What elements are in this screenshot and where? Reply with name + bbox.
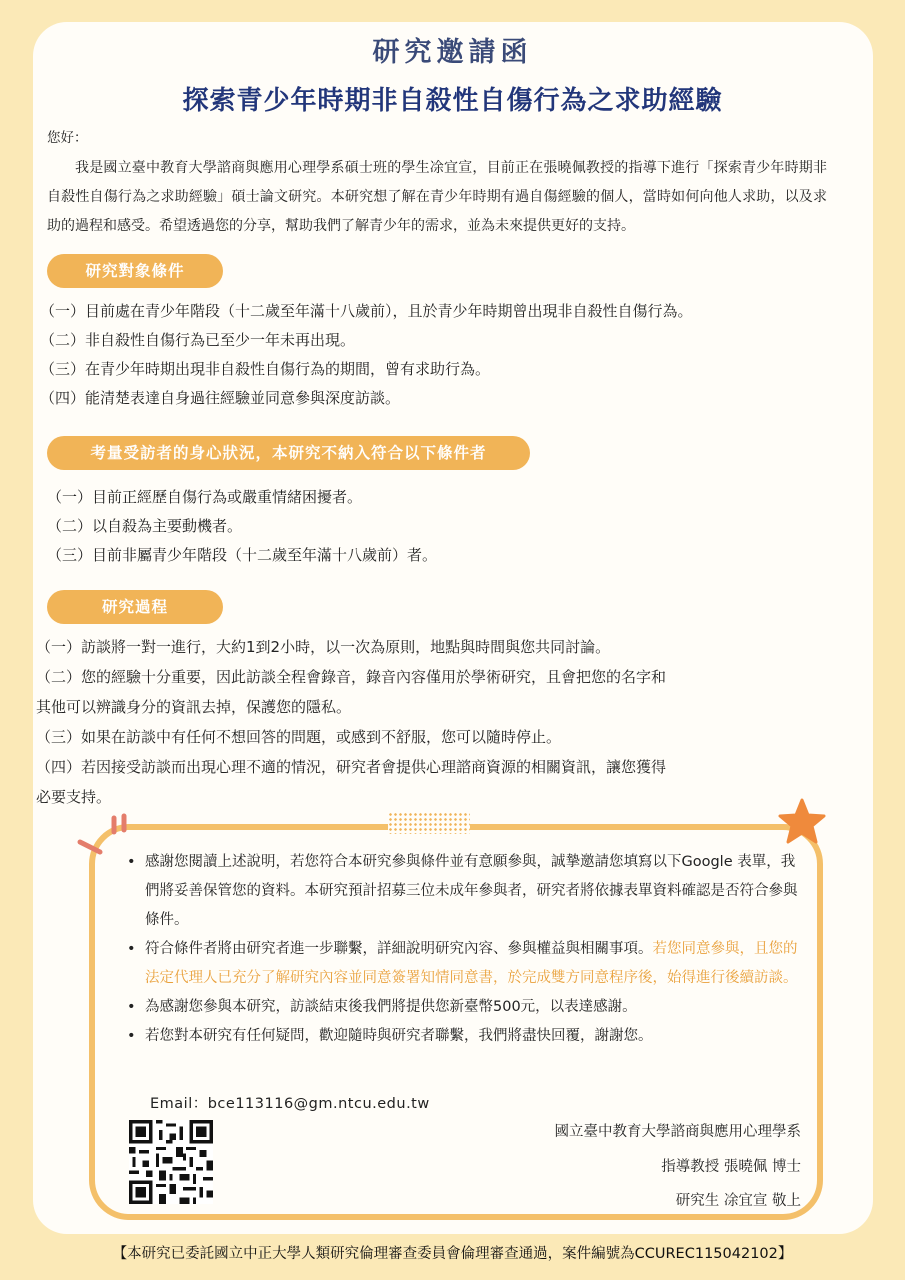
signature-advisor: 指導教授 張曉佩 博士 xyxy=(661,1159,801,1175)
list-item: （二）非自殺性自傷行為已至少一年未再出現。 xyxy=(40,331,356,349)
list-item: （一）目前正經歷自傷行為或嚴重情緒困擾者。 xyxy=(47,488,363,506)
section-label-exclusion: 考量受訪者的身心狀況，本研究不納入符合以下條件者 xyxy=(47,436,530,470)
ethics-approval-footer: 【本研究已委託國立中正大學人類研究倫理審查委員會倫理審查通過，案件編號為CCUREC115042102】 xyxy=(112,1246,793,1262)
list-item: 必要支持。 xyxy=(36,788,112,806)
invitation-heading: 研究邀請函 xyxy=(0,30,905,69)
notice-bullet: • 為感謝您參與本研究，訪談結束後我們將提供您新臺幣500元，以表達感謝。 xyxy=(127,993,807,1022)
list-item: （四）若因接受訪談而出現心理不適的情況，研究者會提供心理諮商資源的相關資訊，讓您獲得 xyxy=(36,758,667,776)
greeting: 您好： xyxy=(47,130,88,146)
qr-code-icon[interactable] xyxy=(129,1120,213,1204)
list-item: （三）如果在訪談中有任何不想回答的問題，或感到不舒服，您可以隨時停止。 xyxy=(36,728,562,746)
section-label-process: 研究過程 xyxy=(47,590,223,624)
notice-bullets xyxy=(127,848,807,1051)
list-item: （三）在青少年時期出現非自殺性自傷行為的期間，曾有求助行為。 xyxy=(40,360,491,378)
contact-email[interactable]: Email：bce113116@gm.ntcu.edu.tw xyxy=(150,1096,430,1112)
section-label-criteria: 研究對象條件 xyxy=(47,254,223,288)
notice-bullet: • 感謝您閱讀上述說明，若您符合本研究參與條件並有意願參與，誠摯邀請您填寫以下Google 表單，我們將妥善保管您的資料。本研究預計招募三位未成年參與者，研究者將依據表單資料確認是否符合參與條件。 xyxy=(127,848,807,935)
dotted-tab-decoration xyxy=(388,812,470,834)
list-item: （四）能清楚表達自身過往經驗並同意參與深度訪談。 xyxy=(40,389,401,407)
signature-student: 研究生 凃宜宣 敬上 xyxy=(675,1193,801,1209)
signature-department: 國立臺中教育大學諮商與應用心理學系 xyxy=(554,1124,801,1140)
notice-bullet: • 符合條件者將由研究者進一步聯繫，詳細說明研究內容、參與權益與相關事項。若您同意參與，且您的法定代理人已充分了解研究內容並同意簽署知情同意書，於完成雙方同意程序後，始得進行後續訪談。 xyxy=(127,935,807,993)
list-item: （三）目前非屬青少年階段（十二歲至年滿十八歲前）者。 xyxy=(47,546,438,564)
intro-paragraph: 我是國立臺中教育大學諮商與應用心理學系碩士班的學生凃宜宣，目前正在張曉佩教授的指導下進行「探索青少年時期非自殺性自傷行為之求助經驗」碩士論文研究。本研究想了解在青少年時期有過自傷經驗的個人，當時如何向他人求助，以及求助的過程和感受。希望透過您的分享，幫助我們了解青少年的需求，並為未來提供更好的支持。 xyxy=(47,160,827,234)
list-item: （二）以自殺為主要動機者。 xyxy=(47,517,243,535)
list-item: （二）您的經驗十分重要，因此訪談全程會錄音，錄音內容僅用於學術研究，且會把您的名字和 xyxy=(36,668,667,686)
page-title: 探索青少年時期非自殺性自傷行為之求助經驗 xyxy=(182,86,723,116)
list-item: 其他可以辨識身分的資訊去掉，保護您的隱私。 xyxy=(36,698,352,716)
list-item: （一）目前處在青少年階段（十二歲至年滿十八歲前），且於青少年時期曾出現非自殺性自傷行為。 xyxy=(40,302,693,320)
accent-strokes-icon xyxy=(74,812,134,856)
list-item: （一）訪談將一對一進行，大約1到2小時，以一次為原則，地點與時間與您共同討論。 xyxy=(36,638,611,656)
notice-bullet: • 若您對本研究有任何疑問，歡迎隨時與研究者聯繫，我們將盡快回覆，謝謝您。 xyxy=(127,1022,807,1051)
highlighted-consent-text: 若您同意參與，且您的法定代理人已充分了解研究內容並同意簽署知情同意書，於完成雙方同意程序後，始得進行後續訪談。 xyxy=(145,941,798,986)
star-icon xyxy=(778,798,826,844)
